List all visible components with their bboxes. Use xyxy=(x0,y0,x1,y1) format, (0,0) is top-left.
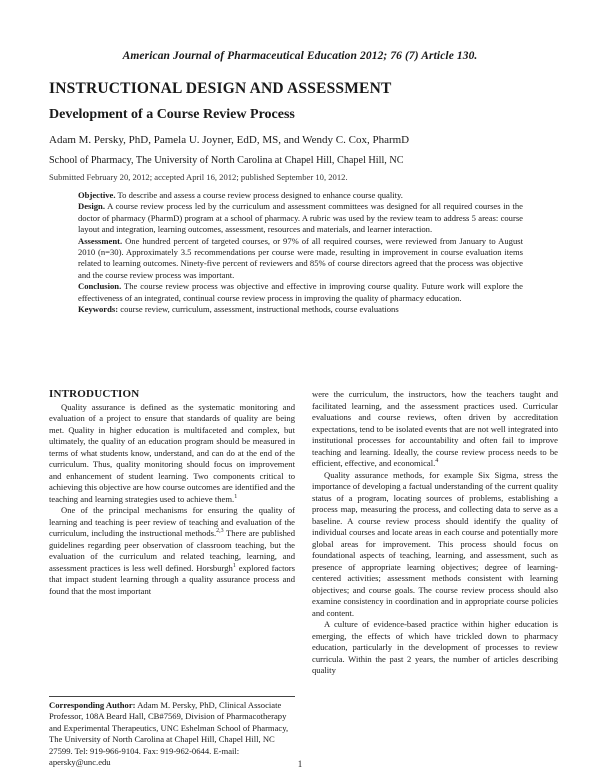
intro-paragraph-4 xyxy=(312,619,558,677)
affiliation: School of Pharmacy, The University of North Carolina at Chapel Hill, Chapel Hill, NC xyxy=(49,155,404,166)
objective-text: To describe and assess a course review process designed to enhance course quality. xyxy=(117,190,403,200)
intro-paragraph-2-cont xyxy=(312,389,558,470)
journal-citation: 2012; 76 (7) Article 130. xyxy=(360,50,478,62)
journal-header xyxy=(0,50,600,62)
citation-ref: 1 xyxy=(234,493,238,500)
intro-p1-text: Quality assurance is defined as the systematic monitoring and evaluation of a project to ensure that standards of quality are being met. Quality in higher education is multifaceted and complex, but ultimately, the quality of an education program should be measured in terms of what students know, understand, and can do at the end of the curriculum. Thus, quality monitoring should focus on improvement and enhancement of student learning. Two components critical to achieving this objective are how course outcomes are identified and the teaching and learning strategies used to achieve them. xyxy=(49,401,295,504)
citation-ref: 2,3 xyxy=(216,528,224,535)
journal-name: American Journal of Pharmaceutical Education xyxy=(122,50,358,62)
intro-p2-text-a: One of the principal mechanisms for ensuring the quality of learning and teaching is peer review of teaching and evaluation of the curriculum, including the instructional methods. xyxy=(49,505,295,538)
right-column xyxy=(312,389,558,677)
keywords xyxy=(78,304,523,315)
corresponding-text: Adam M. Persky, PhD, Clinical Associate Professor, 108A Beard Hall, CB#7569, Division of Pharmacotherapy and Experimental Therapeutics, UNC Eshelman School of Pharmacy, The University of North Carolina at Chapel Hill, Chapel Hill, NC 27599. Tel: 919-966-9104. Fax: 919-962-0644. E-mail: apersky@unc.edu xyxy=(49,700,289,768)
intro-r1-text: were the curriculum, the instructors, how the teachers taught and facilitated learning, and the assessment practices used. Curricular evaluations and course reviews, often driven by accreditation expectations, tend to be isolated events that are not well integrated into institutional processes for accountability and often fail to improve teaching and learning. Ideally, the course review process needs to be efficient, effective, and economical. xyxy=(312,389,558,468)
publication-dates: Submitted February 20, 2012; accepted April 16, 2012; published September 10, 2012. xyxy=(49,172,348,182)
keywords-text: course review, curriculum, assessment, instructional methods, course evaluations xyxy=(120,304,399,315)
introduction-heading: INTRODUCTION xyxy=(49,388,140,400)
intro-p2-text-b: There are published guidelines regarding peer observation of classroom teaching, but the evaluation of the curriculum and related teaching, learning, and assessment practices is less well defined. Horsburgh xyxy=(49,528,295,573)
assessment-label: Assessment. xyxy=(78,235,123,246)
abstract-design xyxy=(78,201,523,235)
keywords-label: Keywords: xyxy=(78,304,119,315)
intro-p2-text-c: explored factors that impact student learning through a quality assurance process and found that the most important xyxy=(49,562,295,596)
abstract-objective xyxy=(78,190,523,201)
conclusion-label: Conclusion. xyxy=(78,281,122,292)
intro-paragraph-3 xyxy=(312,470,558,620)
assessment-text: One hundred percent of targeted courses, or 97% of all required courses, were reviewed from January to August 2010 (n=30). Approximately 3.5 recommendations per course were made, resulting in improvement in course evaluation items related to learning outcomes. Ninety-five percent of reviewers and 85% of course directors agreed that the process was objective and the course review process was important. xyxy=(78,235,523,280)
corresponding-label: Corresponding Author: xyxy=(49,700,136,710)
abstract xyxy=(78,190,523,315)
left-column xyxy=(49,389,295,597)
section-title: INSTRUCTIONAL DESIGN AND ASSESSMENT xyxy=(49,80,392,97)
abstract-assessment xyxy=(78,236,523,282)
intro-paragraph-1 xyxy=(49,402,295,506)
design-text: A course review process led by the curriculum and assessment committees was designed for all required courses in the doctor of pharmacy (PharmD) program at a school of pharmacy. A rubric was used by the review team to address 5 areas: course layout and integration, learning outcomes, assessment, resources and materials, and learner interaction. xyxy=(78,201,523,235)
author-list: Adam M. Persky, PhD, Pamela U. Joyner, EdD, MS, and Wendy C. Cox, PharmD xyxy=(49,134,410,146)
abstract-conclusion xyxy=(78,281,523,304)
conclusion-text: The course review process was objective and effective in improving course quality. Future work will explore the effectiveness of an integrated, continual course review process in improving the quality of pharmacy education. xyxy=(78,281,523,303)
citation-ref: 1 xyxy=(232,562,236,569)
design-label: Design. xyxy=(78,201,105,212)
intro-r2-text: Quality assurance methods, for example Six Sigma, stress the importance of developing a factual understanding of the current quality status of a program, locating sources of problems, establishing a process map, measuring the process, and collecting data to serve as a baseline. A course review process should identify the quality of individual courses and locate areas in each course and potentially more global areas for improvement. This process should focus on foundational aspects of teaching, learning, and assessment, such as presence of appropriate learning objectives; degree of learning-centered activities; assessment methods consistent with learning objectives; and course goals. The course review process should also examine consistency in coordination and in appropriate course policies and content. xyxy=(312,469,558,618)
objective-label: Objective. xyxy=(78,190,116,200)
citation-ref: 4 xyxy=(435,458,439,465)
footnote-divider xyxy=(49,696,295,697)
intro-r3-text: A culture of evidence-based practice within higher education is emerging, the effects of which have trickled down to pharmacy education, particularly in the development of processes to review curricula. Within the past 2 years, the number of articles describing quality xyxy=(312,619,558,675)
intro-paragraph-2 xyxy=(49,505,295,597)
page-number: 1 xyxy=(297,759,303,769)
article-title: Development of a Course Review Process xyxy=(49,107,295,122)
